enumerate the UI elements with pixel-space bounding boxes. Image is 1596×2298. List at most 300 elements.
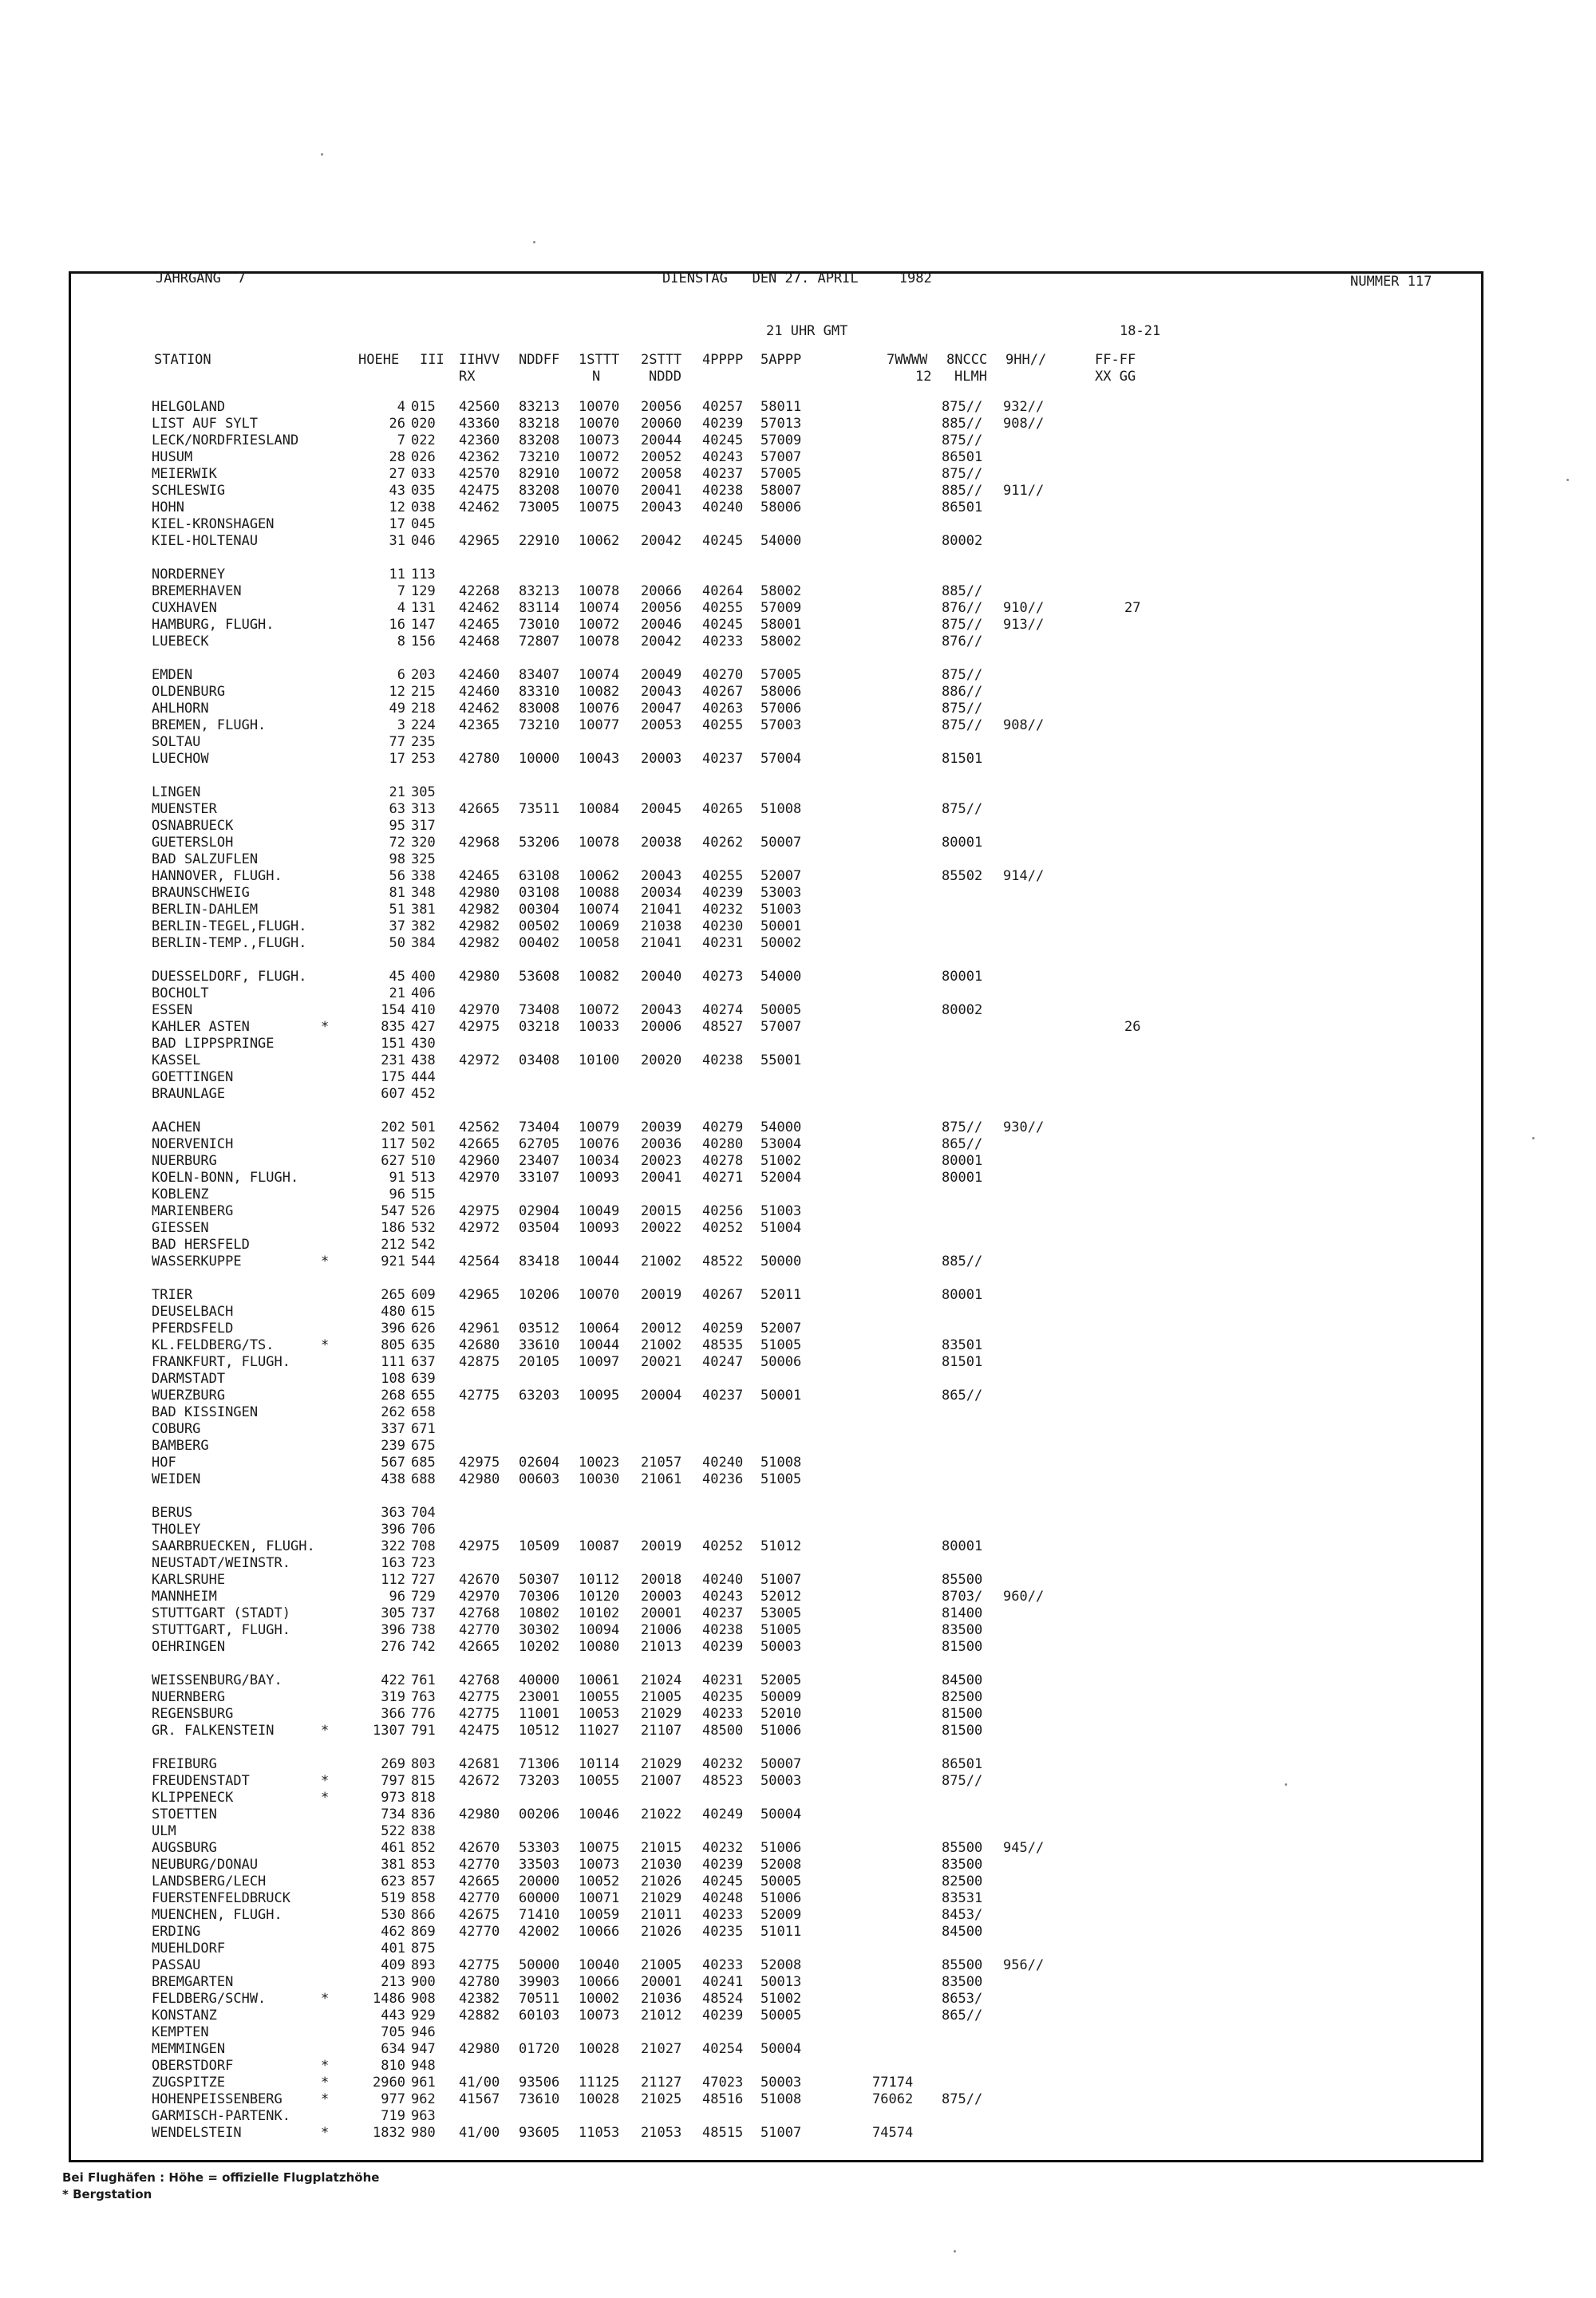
cell-c6: 57005 bbox=[760, 466, 802, 482]
group-spacer bbox=[0, 1270, 1596, 1287]
cell-c5: 40257 bbox=[702, 399, 744, 415]
cell-c5: 40233 bbox=[702, 1907, 744, 1923]
cell-iii: 218 bbox=[411, 701, 436, 717]
table-row bbox=[0, 1974, 1596, 1991]
table-row bbox=[0, 1773, 1596, 1790]
cell-c2: 70511 bbox=[519, 1991, 560, 2007]
group-spacer bbox=[0, 1103, 1596, 1119]
cell-iii: 838 bbox=[411, 1823, 436, 1839]
cell-n: 80001 bbox=[942, 1538, 983, 1554]
station-name: TRIER bbox=[152, 1287, 193, 1303]
cell-c6: 51006 bbox=[760, 1840, 802, 1856]
col-8nccc: 8NCCC bbox=[946, 352, 988, 368]
table-row bbox=[0, 851, 1596, 868]
cell-h: 462 bbox=[381, 1924, 405, 1940]
cell-c3: 10002 bbox=[579, 1991, 620, 2007]
cell-h: 276 bbox=[381, 1639, 405, 1655]
cell-h: 269 bbox=[381, 1756, 405, 1772]
cell-c5: 40240 bbox=[702, 1455, 744, 1471]
cell-h: 21 bbox=[389, 784, 405, 800]
cell-c3: 10102 bbox=[579, 1605, 620, 1621]
group-spacer bbox=[0, 550, 1596, 567]
station-name: WEIDEN bbox=[152, 1471, 201, 1487]
table-row bbox=[0, 2058, 1596, 2075]
cell-c1: 42670 bbox=[459, 1572, 500, 1588]
cell-c2: 10509 bbox=[519, 1538, 560, 1554]
cell-c5: 48535 bbox=[702, 1337, 744, 1353]
table-row bbox=[0, 1019, 1596, 1036]
cell-c4: 20006 bbox=[641, 1019, 682, 1035]
cell-nine: 913// bbox=[1003, 617, 1045, 633]
cell-c3: 10070 bbox=[579, 416, 620, 432]
cell-c5: 40230 bbox=[702, 918, 744, 934]
cell-n: 85500 bbox=[942, 1957, 983, 1973]
station-name: NEUSTADT/WEINSTR. bbox=[152, 1555, 290, 1571]
station-name: STOETTEN bbox=[152, 1806, 217, 1822]
cell-c2: 83114 bbox=[519, 600, 560, 616]
cell-c4: 21057 bbox=[641, 1455, 682, 1471]
cell-c3: 10049 bbox=[579, 1203, 620, 1219]
cell-c5: 48527 bbox=[702, 1019, 744, 1035]
cell-c3: 10069 bbox=[579, 918, 620, 934]
cell-c6: 52008 bbox=[760, 1857, 802, 1873]
cell-h: 17 bbox=[389, 516, 405, 532]
cell-iii: 513 bbox=[411, 1170, 436, 1186]
cell-nine: 914// bbox=[1003, 868, 1045, 884]
cell-h: 396 bbox=[381, 1522, 405, 1538]
cell-c5: 48523 bbox=[702, 1773, 744, 1789]
table-row bbox=[0, 1052, 1596, 1069]
cell-iii: 729 bbox=[411, 1589, 436, 1605]
cell-c4: 21015 bbox=[641, 1840, 682, 1856]
station-name: EMDEN bbox=[152, 667, 193, 683]
cell-n: 875// bbox=[942, 399, 983, 415]
cell-c5: 40241 bbox=[702, 1974, 744, 1990]
table-row bbox=[0, 1840, 1596, 1857]
cell-iii: 929 bbox=[411, 2008, 436, 2024]
cell-iii: 671 bbox=[411, 1421, 436, 1437]
cell-h: 43 bbox=[389, 483, 405, 499]
cell-n: 875// bbox=[942, 432, 983, 448]
cell-n: 80001 bbox=[942, 1287, 983, 1303]
cell-c3: 10062 bbox=[579, 868, 620, 884]
cell-c6: 51012 bbox=[760, 1538, 802, 1554]
cell-h: 17 bbox=[389, 751, 405, 767]
station-name: WENDELSTEIN bbox=[152, 2125, 242, 2141]
cell-c5: 40265 bbox=[702, 801, 744, 817]
station-name: NOERVENICH bbox=[152, 1136, 234, 1152]
table-row bbox=[0, 2024, 1596, 2041]
cell-c6: 51003 bbox=[760, 1203, 802, 1219]
cell-h: 27 bbox=[389, 466, 405, 482]
cell-h: 212 bbox=[381, 1237, 405, 1253]
cell-iii: 706 bbox=[411, 1522, 436, 1538]
cell-h: 28 bbox=[389, 449, 405, 465]
cell-iii: 501 bbox=[411, 1119, 436, 1135]
cell-c1: 42360 bbox=[459, 432, 500, 448]
cell-h: 634 bbox=[381, 2041, 405, 2057]
cell-c4: 20045 bbox=[641, 801, 682, 817]
cell-c1: 42564 bbox=[459, 1254, 500, 1269]
cell-c4: 21029 bbox=[641, 1706, 682, 1722]
cell-c4: 20043 bbox=[641, 684, 682, 700]
cell-c6: 51005 bbox=[760, 1337, 802, 1353]
cell-c1: 42975 bbox=[459, 1203, 500, 1219]
cell-c1: 42475 bbox=[459, 483, 500, 499]
cell-c2: 73408 bbox=[519, 1002, 560, 1018]
cell-iii: 723 bbox=[411, 1555, 436, 1571]
cell-iii: 253 bbox=[411, 751, 436, 767]
station-name: GR. FALKENSTEIN bbox=[152, 1723, 275, 1739]
cell-n: 865// bbox=[942, 1388, 983, 1404]
cell-c3: 10064 bbox=[579, 1321, 620, 1337]
cell-h: 734 bbox=[381, 1806, 405, 1822]
station-name: STUTTGART, FLUGH. bbox=[152, 1622, 290, 1638]
cell-c6: 57013 bbox=[760, 416, 802, 432]
cell-c5: 40232 bbox=[702, 1840, 744, 1856]
station-name: DEUSELBACH bbox=[152, 1304, 234, 1320]
cell-h: 422 bbox=[381, 1672, 405, 1688]
cell-c4: 21012 bbox=[641, 2008, 682, 2024]
cell-c6: 52004 bbox=[760, 1170, 802, 1186]
cell-c2: 53206 bbox=[519, 835, 560, 851]
cell-c1: 42770 bbox=[459, 1890, 500, 1906]
cell-c3: 10078 bbox=[579, 583, 620, 599]
cell-c6: 51006 bbox=[760, 1723, 802, 1739]
cell-c1: 42965 bbox=[459, 1287, 500, 1303]
cell-h: 522 bbox=[381, 1823, 405, 1839]
table-row bbox=[0, 634, 1596, 650]
cell-n: 83500 bbox=[942, 1974, 983, 1990]
cell-c4: 20022 bbox=[641, 1220, 682, 1236]
table-row bbox=[0, 1036, 1596, 1052]
cell-c6: 50005 bbox=[760, 1874, 802, 1889]
station-name: REGENSBURG bbox=[152, 1706, 234, 1722]
col-iihvv-sub: RX bbox=[459, 369, 476, 385]
mountain-station-marker: * bbox=[321, 1773, 330, 1789]
station-name: BAD LIPPSPRINGE bbox=[152, 1036, 275, 1052]
cell-c1: 42770 bbox=[459, 1622, 500, 1638]
cell-h: 6 bbox=[397, 667, 405, 683]
table-row bbox=[0, 1857, 1596, 1874]
table-row bbox=[0, 399, 1596, 416]
cell-n: 885// bbox=[942, 483, 983, 499]
table-row bbox=[0, 1605, 1596, 1622]
cell-h: 96 bbox=[389, 1187, 405, 1202]
station-name: KL.FELDBERG/TS. bbox=[152, 1337, 275, 1353]
cell-c5: 40238 bbox=[702, 1052, 744, 1068]
cell-c1: 42768 bbox=[459, 1672, 500, 1688]
cell-c3: 10079 bbox=[579, 1119, 620, 1135]
cell-c6: 57006 bbox=[760, 701, 802, 717]
cell-c2: 73210 bbox=[519, 449, 560, 465]
table-row bbox=[0, 801, 1596, 818]
cell-iii: 156 bbox=[411, 634, 436, 650]
cell-iii: 776 bbox=[411, 1706, 436, 1722]
cell-c6: 50001 bbox=[760, 1388, 802, 1404]
cell-n: 84500 bbox=[942, 1672, 983, 1688]
mountain-station-marker: * bbox=[321, 2125, 330, 2141]
cell-c3: 10023 bbox=[579, 1455, 620, 1471]
cell-h: 63 bbox=[389, 801, 405, 817]
cell-h: 363 bbox=[381, 1505, 405, 1521]
station-name: KAHLER ASTEN bbox=[152, 1019, 250, 1035]
cell-n: 80001 bbox=[942, 835, 983, 851]
cell-c6: 53004 bbox=[760, 1136, 802, 1152]
cell-n: 83531 bbox=[942, 1890, 983, 1906]
table-row bbox=[0, 1874, 1596, 1890]
cell-c3: 10072 bbox=[579, 466, 620, 482]
cell-c3: 10076 bbox=[579, 701, 620, 717]
cell-c1: 42365 bbox=[459, 717, 500, 733]
cell-c2: 53608 bbox=[519, 969, 560, 985]
cell-c5: 40280 bbox=[702, 1136, 744, 1152]
cell-h: 12 bbox=[389, 499, 405, 515]
cell-c3: 10095 bbox=[579, 1388, 620, 1404]
table-row bbox=[0, 701, 1596, 717]
cell-h: 797 bbox=[381, 1773, 405, 1789]
cell-c3: 11053 bbox=[579, 2125, 620, 2141]
cell-c3: 10112 bbox=[579, 1572, 620, 1588]
cell-c5: 40267 bbox=[702, 684, 744, 700]
cell-c6: 57009 bbox=[760, 432, 802, 448]
cell-iii: 626 bbox=[411, 1321, 436, 1337]
table-row bbox=[0, 784, 1596, 801]
cell-h: 810 bbox=[381, 2058, 405, 2074]
cell-c1: 42468 bbox=[459, 634, 500, 650]
cell-c5: 40237 bbox=[702, 466, 744, 482]
cell-h: 530 bbox=[381, 1907, 405, 1923]
cell-c5: 40233 bbox=[702, 1957, 744, 1973]
cell-c3: 10080 bbox=[579, 1639, 620, 1655]
cell-h: 50 bbox=[389, 935, 405, 951]
cell-c4: 21029 bbox=[641, 1756, 682, 1772]
cell-n: 82500 bbox=[942, 1689, 983, 1705]
table-row bbox=[0, 1823, 1596, 1840]
station-name: AHLHORN bbox=[152, 701, 209, 717]
cell-c4: 20019 bbox=[641, 1287, 682, 1303]
cell-n: 875// bbox=[942, 466, 983, 482]
col-4pppp: 4PPPP bbox=[702, 352, 744, 368]
cell-c6: 57007 bbox=[760, 449, 802, 465]
cell-c2: 33610 bbox=[519, 1337, 560, 1353]
cell-c3: 10072 bbox=[579, 449, 620, 465]
footnote-airports: Bei Flughäfen : Höhe = offizielle Flugplatzhöhe bbox=[62, 2170, 380, 2185]
cell-c4: 20040 bbox=[641, 969, 682, 985]
cell-iii: 235 bbox=[411, 734, 436, 750]
cell-n: 81501 bbox=[942, 751, 983, 767]
cell-h: 265 bbox=[381, 1287, 405, 1303]
cell-c5: 40239 bbox=[702, 1857, 744, 1873]
cell-h: 461 bbox=[381, 1840, 405, 1856]
table-row bbox=[0, 1220, 1596, 1237]
cell-nine: 930// bbox=[1003, 1119, 1045, 1135]
cell-c5: 40237 bbox=[702, 1605, 744, 1621]
cell-c2: 10202 bbox=[519, 1639, 560, 1655]
table-row bbox=[0, 1136, 1596, 1153]
cell-c3: 10034 bbox=[579, 1153, 620, 1169]
cell-c2: 02904 bbox=[519, 1203, 560, 1219]
cell-h: 163 bbox=[381, 1555, 405, 1571]
cell-iii: 655 bbox=[411, 1388, 436, 1404]
cell-c6: 58007 bbox=[760, 483, 802, 499]
cell-iii: 444 bbox=[411, 1069, 436, 1085]
cell-c6: 54000 bbox=[760, 1119, 802, 1135]
cell-c6: 52009 bbox=[760, 1907, 802, 1923]
cell-n: 875// bbox=[942, 667, 983, 683]
cell-h: 4 bbox=[397, 600, 405, 616]
jahrgang-label: JAHRGANG 7 bbox=[156, 270, 246, 286]
cell-c5: 40243 bbox=[702, 1589, 744, 1605]
cell-n: 80001 bbox=[942, 969, 983, 985]
cell-c6: 50007 bbox=[760, 1756, 802, 1772]
cell-iii: 129 bbox=[411, 583, 436, 599]
cell-h: 175 bbox=[381, 1069, 405, 1085]
cell-c6: 50013 bbox=[760, 1974, 802, 1990]
cell-c5: 47023 bbox=[702, 2075, 744, 2091]
cell-iii: 738 bbox=[411, 1622, 436, 1638]
cell-h: 1486 bbox=[373, 1991, 405, 2007]
cell-c1: 42980 bbox=[459, 885, 500, 901]
station-name: HAMBURG, FLUGH. bbox=[152, 617, 275, 633]
cell-c1: 42975 bbox=[459, 1538, 500, 1554]
cell-c5: 40248 bbox=[702, 1890, 744, 1906]
station-name: OLDENBURG bbox=[152, 684, 226, 700]
cell-iii: 452 bbox=[411, 1086, 436, 1102]
cell-c5: 40254 bbox=[702, 2041, 744, 2057]
table-row bbox=[0, 1555, 1596, 1572]
cell-c4: 21005 bbox=[641, 1957, 682, 1973]
cell-iii: 147 bbox=[411, 617, 436, 633]
cell-iii: 406 bbox=[411, 985, 436, 1001]
cell-h: 49 bbox=[389, 701, 405, 717]
station-name: KOBLENZ bbox=[152, 1187, 209, 1202]
cell-c1: 41/00 bbox=[459, 2125, 500, 2141]
station-name: DUESSELDORF, FLUGH. bbox=[152, 969, 307, 985]
cell-c2: 83310 bbox=[519, 684, 560, 700]
cell-c1: 42465 bbox=[459, 617, 500, 633]
cell-c4: 20003 bbox=[641, 1589, 682, 1605]
col-1sttt-sub: N bbox=[592, 369, 601, 385]
cell-nine: 945// bbox=[1003, 1840, 1045, 1856]
station-name: NUERNBERG bbox=[152, 1689, 226, 1705]
table-row bbox=[0, 1689, 1596, 1706]
cell-h: 37 bbox=[389, 918, 405, 934]
issue-number: NUMMER 117 bbox=[1350, 274, 1432, 290]
station-name: DARMSTADT bbox=[152, 1371, 226, 1387]
col-9hh: 9HH// bbox=[1005, 352, 1047, 368]
table-row bbox=[0, 600, 1596, 617]
cell-h: 8 bbox=[397, 634, 405, 650]
cell-c5: 40232 bbox=[702, 902, 744, 918]
date-label: DIENSTAG DEN 27. APRIL 1982 bbox=[662, 270, 932, 286]
cell-c2: 02604 bbox=[519, 1455, 560, 1471]
cell-c4: 20043 bbox=[641, 499, 682, 515]
cell-c5: 40233 bbox=[702, 1706, 744, 1722]
cell-c1: 42970 bbox=[459, 1002, 500, 1018]
cell-c2: 70306 bbox=[519, 1589, 560, 1605]
table-row bbox=[0, 935, 1596, 952]
cell-c4: 20023 bbox=[641, 1153, 682, 1169]
cell-c6: 58011 bbox=[760, 399, 802, 415]
station-name: ULM bbox=[152, 1823, 176, 1839]
station-name: BRAUNSCHWEIG bbox=[152, 885, 250, 901]
cell-iii: 400 bbox=[411, 969, 436, 985]
cell-c2: 83008 bbox=[519, 701, 560, 717]
cell-c3: 10087 bbox=[579, 1538, 620, 1554]
cell-iii: 948 bbox=[411, 2058, 436, 2074]
station-name: NEUBURG/DONAU bbox=[152, 1857, 259, 1873]
cell-c6: 51005 bbox=[760, 1622, 802, 1638]
cell-c2: 83213 bbox=[519, 583, 560, 599]
cell-iii: 818 bbox=[411, 1790, 436, 1806]
cell-c1: 42975 bbox=[459, 1455, 500, 1471]
station-name: GARMISCH-PARTENK. bbox=[152, 2108, 290, 2124]
cell-iii: 305 bbox=[411, 784, 436, 800]
table-row bbox=[0, 1002, 1596, 1019]
table-row bbox=[0, 1622, 1596, 1639]
cell-iii: 708 bbox=[411, 1538, 436, 1554]
cell-c4: 20044 bbox=[641, 432, 682, 448]
cell-h: 705 bbox=[381, 2024, 405, 2040]
table-row bbox=[0, 1471, 1596, 1488]
station-name: LECK/NORDFRIESLAND bbox=[152, 432, 299, 448]
cell-iii: 980 bbox=[411, 2125, 436, 2141]
cell-h: 3 bbox=[397, 717, 405, 733]
cell-c4: 20012 bbox=[641, 1321, 682, 1337]
cell-h: 239 bbox=[381, 1438, 405, 1454]
cell-c2: 83407 bbox=[519, 667, 560, 683]
table-row bbox=[0, 466, 1596, 483]
cell-c3: 10076 bbox=[579, 1136, 620, 1152]
table-row bbox=[0, 1706, 1596, 1723]
cell-c3: 10062 bbox=[579, 533, 620, 549]
station-name: KLIPPENECK bbox=[152, 1790, 234, 1806]
table-row bbox=[0, 868, 1596, 885]
cell-n: 875// bbox=[942, 1773, 983, 1789]
cell-c1: 42975 bbox=[459, 1019, 500, 1035]
table-row bbox=[0, 1806, 1596, 1823]
cell-c1: 42562 bbox=[459, 1119, 500, 1135]
cell-c3: 10082 bbox=[579, 684, 620, 700]
cell-c3: 11125 bbox=[579, 2075, 620, 2091]
cell-c3: 10066 bbox=[579, 1974, 620, 1990]
cell-n: 885// bbox=[942, 583, 983, 599]
cell-h: 337 bbox=[381, 1421, 405, 1437]
station-name: LIST AUF SYLT bbox=[152, 416, 259, 432]
station-name: HOF bbox=[152, 1455, 176, 1471]
cell-c5: 40274 bbox=[702, 1002, 744, 1018]
cell-c4: 21026 bbox=[641, 1924, 682, 1940]
scan-speck bbox=[321, 153, 323, 156]
cell-h: 305 bbox=[381, 1605, 405, 1621]
station-name: HELGOLAND bbox=[152, 399, 226, 415]
cell-c3: 10028 bbox=[579, 2091, 620, 2107]
station-name: CUXHAVEN bbox=[152, 600, 217, 616]
col-iii: III bbox=[420, 352, 444, 368]
cell-c4: 20052 bbox=[641, 449, 682, 465]
cell-c5: 48515 bbox=[702, 2125, 744, 2141]
table-row bbox=[0, 1187, 1596, 1203]
cell-c4: 20043 bbox=[641, 868, 682, 884]
cell-c4: 21025 bbox=[641, 2091, 682, 2107]
cell-c6: 58002 bbox=[760, 634, 802, 650]
mountain-station-marker: * bbox=[321, 2091, 330, 2107]
table-row bbox=[0, 1756, 1596, 1773]
cell-iii: 502 bbox=[411, 1136, 436, 1152]
cell-iii: 338 bbox=[411, 868, 436, 884]
cell-iii: 900 bbox=[411, 1974, 436, 1990]
